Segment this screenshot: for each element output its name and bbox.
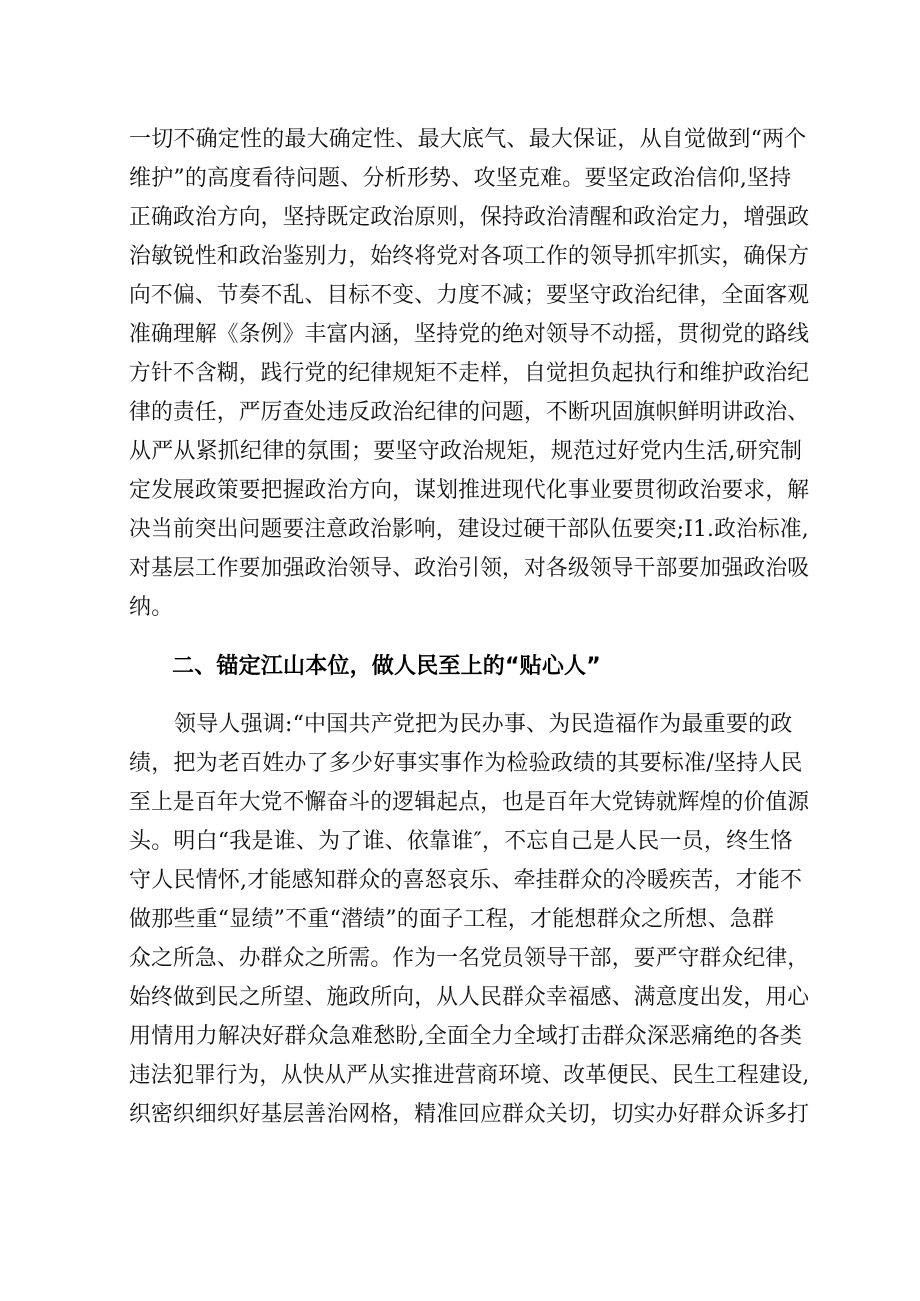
paragraph-1-line-2: 维护”的高度看待问题、分析形势、攻坚克难。要坚定政治信仰,坚持 — [129, 166, 792, 191]
paragraph-2-line-8: 始终做到民之所望、施政所向，从人民群众幸福感、满意度出发，用心 — [129, 985, 810, 1010]
paragraph-1-line-12: 对基层工作要加强政治领导、政治引领，对各级领导干部要加强政治吸 — [129, 556, 810, 581]
paragraph-2-line-9: 用情用力解决好群众急难愁盼,全面全力全域打击群众深恶痛绝的各类 — [129, 1024, 803, 1049]
paragraph-2-line-11: 织密织细织好基层善治网格，精准回应群众关切，切实办好群众诉多打 — [129, 1102, 810, 1127]
paragraph-1-line-1: 一切不确定性的最大确定性、最大底气、最大保证，从自觉做到“两个 — [129, 127, 807, 152]
section-heading-2: 二、锚定江山本位，做人民至上的“贴心人” — [172, 654, 601, 679]
paragraph-1-line-9: 从严从紧抓纪律的氛围；要坚守政治规矩，规范过好党内生活,研究制 — [129, 439, 803, 464]
paragraph-1-line-5: 向不偏、节奏不乱、目标不变、力度不减；要坚守政治纪律，全面客观 — [129, 283, 810, 308]
paragraph-1-line-11: 决当前突出问题要注意政治影响，建设过硬干部队伍要突;I1.政治标准, — [129, 517, 809, 542]
paragraph-1-line-7: 方针不含糊，践行党的纪律规矩不走样，自觉担负起执行和维护政治纪 — [129, 361, 810, 386]
paragraph-1-line-4: 治敏锐性和政治鉴别力，始终将党对各项工作的领导抓牢抓实，确保方 — [129, 244, 810, 269]
paragraph-2-line-2: 绩，把为老百姓办了多少好事实事作为检验政绩的其要标准/坚持人民 — [129, 751, 803, 776]
paragraph-1-line-8: 律的责任，严厉查处违反政治纪律的问题，不断巩固旗帜鲜明讲政治、 — [129, 400, 810, 425]
paragraph-2-line-7: 众之所急、办群众之所需。作为一名党员领导干部，要严守群众纪律， — [129, 946, 810, 971]
paragraph-1-line-13: 纳。 — [129, 595, 174, 620]
paragraph-1-line-3: 正确政治方向，坚持既定政治原则，保持政治清醒和政治定力，增强政 — [129, 205, 810, 230]
paragraph-2-line-1: 领导人强调:“中国共产党把为民办事、为民造福作为最重要的政 — [174, 712, 793, 737]
paragraph-2-line-4: 头。明白“我是谁、为了谁、依靠谁″，不忘自己是人民一员，终生恪 — [129, 829, 793, 854]
paragraph-2-line-10: 违法犯罪行为，从快从严从实推进营商环境、改革便民、民生工程建设, — [129, 1063, 810, 1088]
paragraph-1-line-6: 准确理解《条例》丰富内涵，坚持党的绝对领导不动摇，贯彻党的路线 — [129, 322, 810, 347]
paragraph-2-line-5: 守人民情怀,才能感知群众的喜怒哀乐、牵挂群众的冷暖疾苦，才能不 — [129, 868, 803, 893]
paragraph-1-line-10: 定发展政策要把握政治方向，谋划推进现代化事业要贯彻政治要求，解 — [129, 478, 810, 503]
document-body — [129, 0, 809, 1301]
paragraph-2-line-3: 至上是百年大党不懈奋斗的逻辑起点，也是百年大党铸就辉煌的价值源 — [129, 790, 810, 815]
paragraph-2-line-6: 做那些重“显绩”不重“潜绩”的面子工程，才能想群众之所想、急群 — [129, 907, 775, 932]
